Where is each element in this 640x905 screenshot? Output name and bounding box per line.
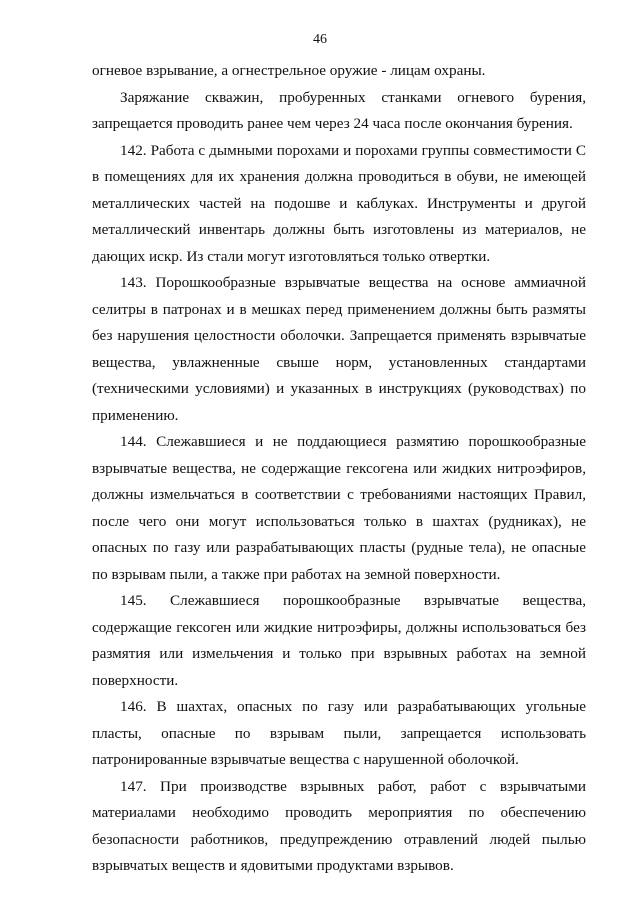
paragraph-144: 144. Слежавшиеся и не поддающиеся размятию порошкообразные взрывчатые вещества, не содержащие гексогена или жидких нитроэфиров, должны измельчаться в соответствии с требованиями настоящих Правил, после чего они могут использоваться только в шахтах (рудниках), не опасных по газу или разрабатывающих пласты (рудные тела), не опасные по взрывам пыли, а также при работах на земной поверхности.: [92, 433, 586, 583]
document-body: [92, 58, 586, 880]
page-number: 46: [313, 32, 327, 47]
paragraph-continuation: огневое взрывание, а огнестрельное оружие - лицам охраны.: [92, 62, 486, 79]
paragraph-143: 143. Порошкообразные взрывчатые вещества на основе аммиачной селитры в патронах и в мешках перед применением должны быть размяты без нарушения целостности оболочки. Запрещается применять взрывчатые вещества, увлажненные свыше норм, установленных стандартами (техническими условиями) и указанных в инструкциях (руководствах) по применению.: [92, 274, 586, 424]
paragraph-well-charging: Заряжание скважин, пробуренных станками огневого бурения, запрещается проводить ранее чем через 24 часа после окончания бурения.: [92, 88, 586, 132]
paragraph-147: 147. При производстве взрывных работ, работ с взрывчатыми материалами необходимо проводить мероприятия по обеспечению безопасности работников, предупреждению отравлений людей пылью взрывчатых веществ и ядовитыми продуктами взрывов.: [92, 777, 586, 874]
paragraph-145: 145. Слежавшиеся порошкообразные взрывчатые вещества, содержащие гексоген или жидкие нитроэфиры, должны использоваться без размятия или измельчения и только при взрывных работах на земной поверхности.: [92, 592, 586, 689]
paragraph-142: 142. Работа с дымными порохами и порохами группы совместимости С в помещениях для их хранения должна проводиться в обуви, не имеющей металлических частей на подошве и каблуках. Инструменты и другой металлический инвентарь должны быть изготовлены из материалов, не дающих искр. Из стали могут изготовляться только отвертки.: [92, 141, 586, 265]
paragraph-146: 146. В шахтах, опасных по газу или разрабатывающих угольные пласты, опасные по взрывам пыли, запрещается использовать патронированные взрывчатые вещества с нарушенной оболочкой.: [92, 698, 586, 768]
